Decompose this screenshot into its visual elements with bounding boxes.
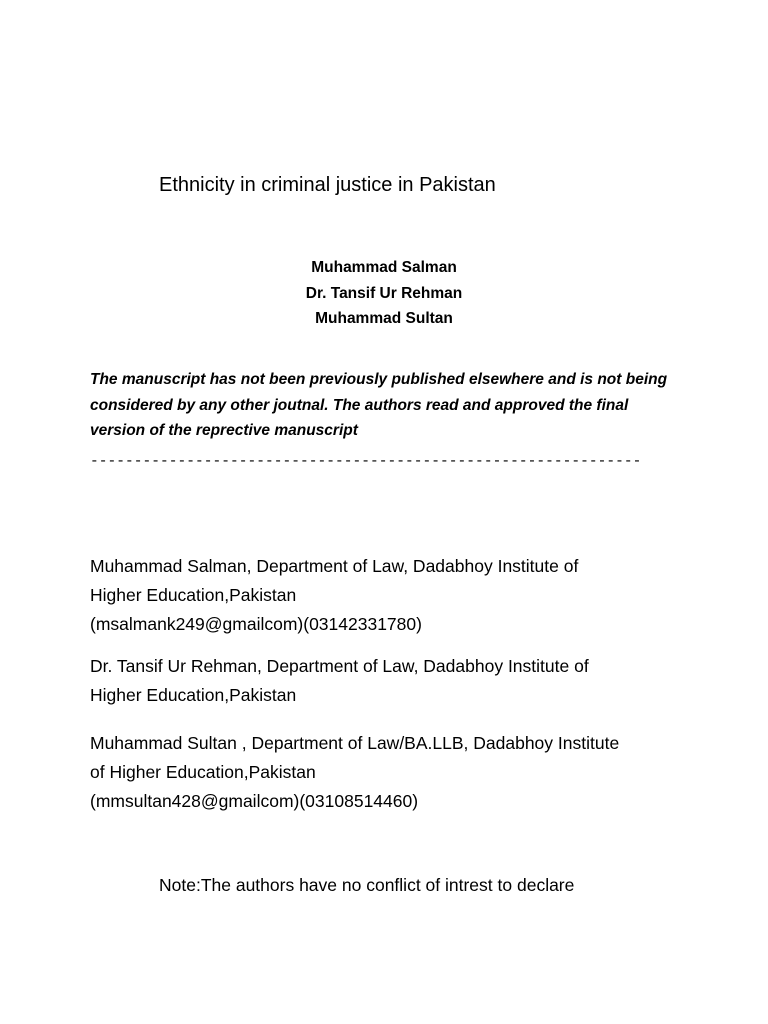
statement-line: version of the reprective manuscript (90, 422, 358, 439)
publication-statement (90, 367, 680, 444)
dashed-separator: --------------------------------------------------------------- (90, 454, 642, 470)
affiliation-line: Muhammad Sultan , Department of Law/BA.LLB, Dadabhoy Institute (90, 733, 620, 753)
affiliation-rehman (90, 652, 680, 710)
affiliation-sultan (90, 729, 680, 816)
conflict-of-interest-note: Note:The authors have no conflict of intrest to declare (159, 875, 575, 895)
affiliation-line: of Higher Education,Pakistan (90, 762, 316, 782)
statement-line: The manuscript has not been previously published elsewhere and is not being (90, 371, 668, 388)
affiliation-line: Higher Education,Pakistan (90, 585, 297, 605)
document-title: Ethnicity in criminal justice in Pakistan (159, 174, 496, 196)
affiliation-salman (90, 552, 680, 639)
author-name: Muhammad Salman (311, 259, 457, 276)
author-list (0, 255, 768, 332)
affiliation-contact: (mmsultan428@gmailcom)(03108514460) (90, 791, 419, 811)
affiliation-line: Dr. Tansif Ur Rehman, Department of Law, Dadabhoy Institute of (90, 656, 589, 676)
statement-line: considered by any other joutnal. The authors read and approved the final (90, 396, 629, 414)
affiliation-line: Muhammad Salman, Department of Law, Dadabhoy Institute of (90, 556, 579, 576)
affiliation-contact: (msalmank249@gmailcom)(03142331780) (90, 614, 422, 634)
author-name: Dr. Tansif Ur Rehman (305, 284, 463, 302)
affiliation-line: Higher Education,Pakistan (90, 685, 297, 705)
author-name: Muhammad Sultan (315, 310, 453, 327)
